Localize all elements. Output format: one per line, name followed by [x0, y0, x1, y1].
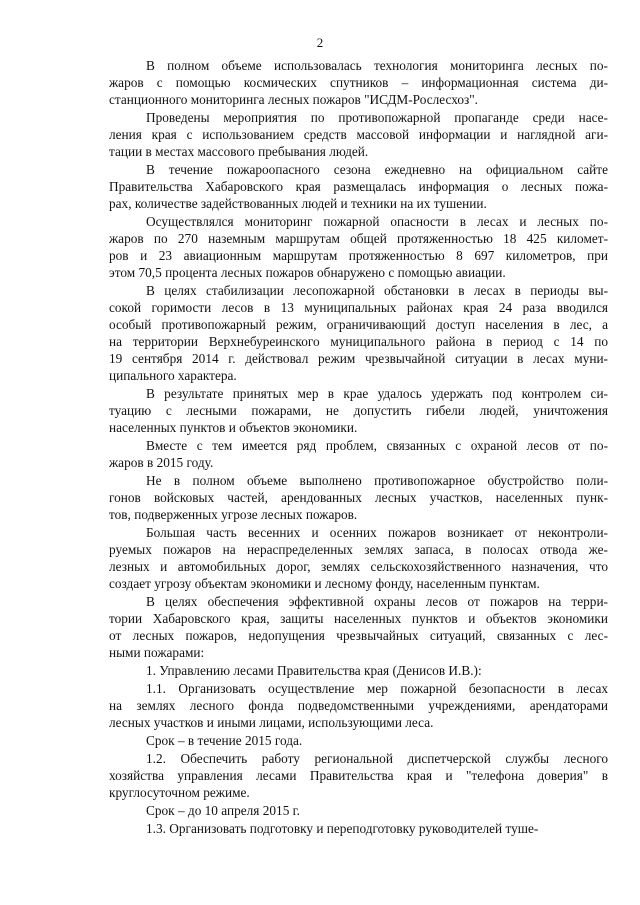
- paragraph: [109, 802, 608, 819]
- text-line: ления края с использованием средств массовой информации и наглядной аги-: [109, 127, 608, 142]
- text-line: на землях лесного фонда подведомственными учреждениями, арендаторами: [109, 698, 608, 713]
- paragraph: [109, 161, 608, 212]
- text-line: руемых пожаров на нераспределенных землях запаса, в полосах отвода же-: [109, 542, 608, 557]
- text-line: Не в полном объеме выполнено противопожарное обустройство поли-: [146, 473, 608, 488]
- text-line: 1. Управлению лесами Правительства края (Денисов И.В.):: [146, 663, 482, 678]
- paragraph: [109, 437, 608, 471]
- text-line: от лесных пожаров, недопущения чрезвычайных ситуаций, связанных с лес-: [109, 628, 608, 643]
- text-line: сокой горимости лесов в 13 муниципальных районах края 24 раза вводился: [109, 300, 608, 315]
- text-line: тории Хабаровского края, защиты населенных пунктов и объектов экономики: [109, 611, 608, 626]
- paragraph: [109, 750, 608, 801]
- text-line: ров и 23 авиационным маршрутам протяженностью 8 697 километров, при: [109, 248, 608, 263]
- paragraph: [109, 680, 608, 731]
- paragraph: [109, 282, 608, 384]
- paragraph: [109, 109, 608, 160]
- text-line: лесных участков и иными лицами, использующими леса.: [109, 715, 434, 730]
- text-line: тов, подверженных угрозе лесных пожаров.: [109, 507, 358, 522]
- paragraph: [109, 213, 608, 281]
- text-line: Проведены мероприятия по противопожарной пропаганде среди насе-: [146, 110, 608, 125]
- text-line: Осуществлялся мониторинг пожарной опасности в лесах и лесных по-: [146, 214, 608, 229]
- text-line: В полном объеме использовалась технология мониторинга лесных по-: [146, 58, 608, 73]
- text-line: В течение пожароопасного сезона ежедневно на официальном сайте: [146, 162, 608, 177]
- paragraph: [109, 472, 608, 523]
- text-line: ными пожарами:: [109, 645, 205, 660]
- paragraph: [109, 820, 608, 837]
- text-line: 1.3. Организовать подготовку и переподготовку руководителей туше-: [146, 821, 539, 836]
- text-line: на территории Верхнебуреинского муниципального района в период с 14 по: [109, 334, 608, 349]
- text-line: 1.2. Обеспечить работу региональной диспетчерской службы лесного: [146, 751, 608, 766]
- text-line: станционного мониторинга лесных пожаров "ИСДМ-Рослесхоз".: [109, 92, 478, 107]
- text-line: этом 70,5 процента лесных пожаров обнаружено с помощью авиации.: [109, 265, 506, 280]
- page-number: 2: [316, 35, 324, 50]
- paragraph: [109, 524, 608, 592]
- text-line: жаров с помощью космических спутников – информационная система ди-: [109, 75, 608, 90]
- text-line: жаров в 2015 году.: [109, 455, 214, 470]
- text-line: туацию с лесными пожарами, не допустить гибели людей, уничтожения: [109, 403, 608, 418]
- text-line: 19 сентября 2014 г. действовал режим чрезвычайной ситуации в лесах муни-: [109, 351, 608, 366]
- text-line: В целях стабилизации лесопожарной обстановки в лесах в периоды вы-: [146, 283, 608, 298]
- paragraph: [109, 732, 608, 749]
- text-line: рах, количестве задействованных людей и техники на их тушении.: [109, 196, 487, 211]
- text-line: Срок – в течение 2015 года.: [146, 733, 303, 748]
- text-line: В целях обеспечения эффективной охраны лесов от пожаров на терри-: [146, 594, 608, 609]
- text-line: населенных пунктов и объектов экономики.: [109, 420, 358, 435]
- document-body: [109, 57, 608, 837]
- text-line: Вместе с тем имеется ряд проблем, связанных с охраной лесов от по-: [146, 438, 608, 453]
- text-line: Большая часть весенних и осенних пожаров возникает от неконтроли-: [146, 525, 608, 540]
- text-line: Срок – до 10 апреля 2015 г.: [146, 803, 300, 818]
- text-line: ципального характера.: [109, 368, 237, 383]
- paragraph: [109, 385, 608, 436]
- text-line: особый противопожарный режим, ограничивающий доступ населения в лес, а: [109, 317, 608, 332]
- text-line: создает угрозу объектам экономики и лесному фонду, населенным пунктам.: [109, 576, 540, 591]
- text-line: В результате принятых мер в крае удалось удержать под контролем си-: [146, 386, 608, 401]
- text-line: гонов войсковых частей, арендованных лесных участков, населенных пунк-: [109, 490, 608, 505]
- paragraph: [109, 593, 608, 661]
- text-line: 1.1. Организовать осуществление мер пожарной безопасности в лесах: [146, 681, 608, 696]
- paragraph: [109, 662, 608, 679]
- text-line: лезных и автомобильных дорог, землях сельскохозяйственного назначения, что: [109, 559, 608, 574]
- paragraph: [109, 57, 608, 108]
- text-line: хозяйства управления лесами Правительства края и "телефона доверия" в: [109, 768, 608, 783]
- text-line: жаров по 270 наземным маршрутам общей протяженностью 18 425 километ-: [109, 231, 608, 246]
- text-line: круглосуточном режиме.: [109, 785, 250, 800]
- text-line: тации в местах массового пребывания людей.: [109, 144, 369, 159]
- text-line: Правительства Хабаровского края размещалась информация о лесных пожа-: [109, 179, 608, 194]
